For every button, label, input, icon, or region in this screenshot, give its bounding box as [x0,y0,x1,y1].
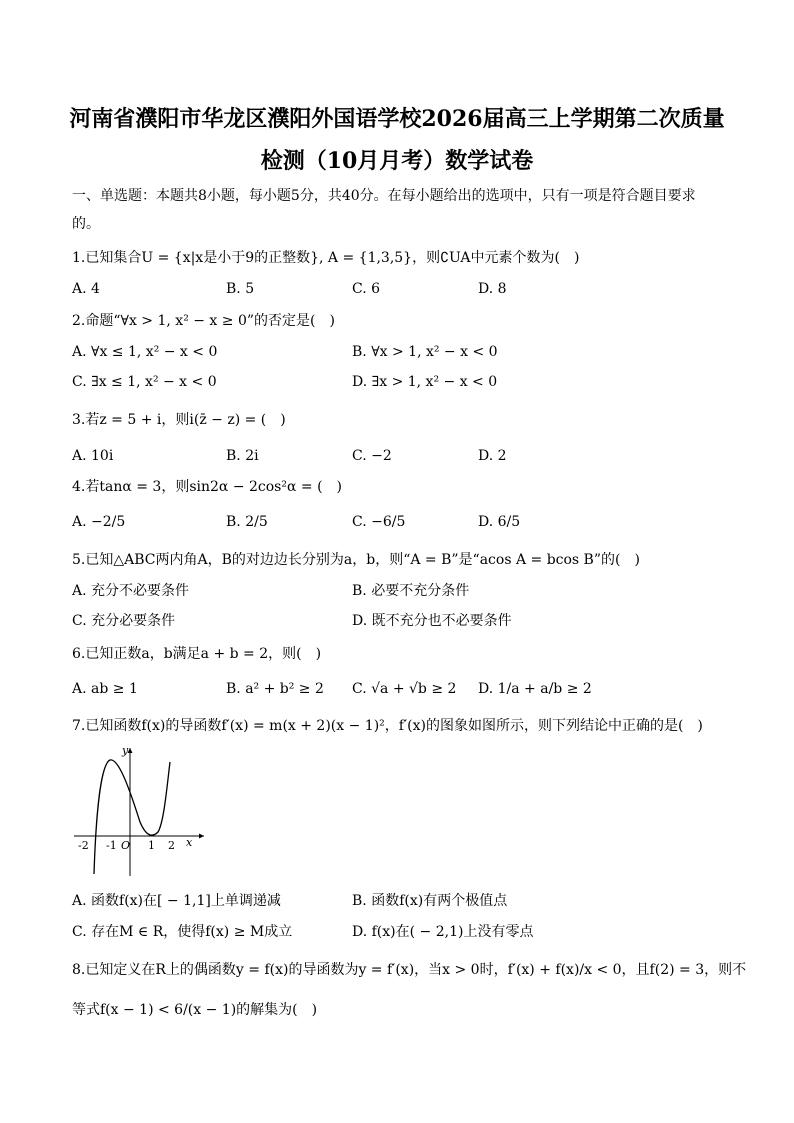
question-2-option-b: B. ∀x > 1, x² − x < 0 [352,344,498,360]
x-axis-label: x [186,836,193,849]
question-1-option-a: A. 4 [72,281,100,297]
question-8-stem-line1: 8.已知定义在R上的偶函数y = f(x)的导函数为y = f′(x)，当x > 0时，f′(x) + f(x)/x < 0，且f(2) = 3，则不 [72,962,747,978]
question-2-stem: 2.命题“∀x > 1, x² − x ≥ 0”的否定是( ) [72,313,335,329]
question-5-option-c: C. 充分必要条件 [72,613,176,629]
y-axis-label: y [122,744,129,757]
x-tick-neg1: -1 [106,839,117,852]
question-3-option-c: C. −2 [352,448,392,464]
question-8-stem-line2: 等式f(x − 1) < 6/(x − 1)的解集为( ) [72,1002,318,1018]
question-1-option-c: C. 6 [352,281,381,297]
question-5-option-a: A. 充分不必要条件 [72,583,190,599]
question-4-option-d: D. 6/5 [478,514,521,530]
exam-title-line1: 河南省濮阳市华龙区濮阳外国语学校2026届高三上学期第二次质量 [69,106,725,132]
question-5-option-d: D. 既不充分也不必要条件 [352,613,512,629]
exam-title-line2: 检测（10月月考）数学试卷 [260,148,534,174]
question-4-option-a: A. −2/5 [72,514,126,530]
question-1-stem: 1.已知集合U = {x|x是小于9的正整数}, A = {1,3,5}，则∁UA中元素个数为( ) [72,250,580,266]
question-4-option-c: C. −6/5 [352,514,406,530]
question-3-stem: 3.若z = 5 + i，则i(z̄ − z) = ( ) [72,412,286,428]
question-2-option-a: A. ∀x ≤ 1, x² − x < 0 [72,344,218,360]
question-1-option-b: B. 5 [226,281,255,297]
question-6-option-b: B. a² + b² ≥ 2 [226,681,324,697]
derivative-curve [94,760,170,874]
question-7-option-a: A. 函数f(x)在[ − 1,1]上单调递减 [72,893,281,909]
x-tick-neg2: -2 [78,839,89,852]
derivative-graph [72,742,208,878]
question-6-option-a: A. ab ≥ 1 [72,681,138,697]
section-instructions-line2: 的。 [72,216,100,232]
question-3-option-d: D. 2 [478,448,507,464]
question-3-option-a: A. 10i [72,448,114,464]
question-7-option-c: C. 存在M ∈ R，使得f(x) ≥ M成立 [72,924,293,940]
origin-label: O [121,839,131,852]
question-4-stem: 4.若tanα = 3，则sin2α − 2cos²α = ( ) [72,479,342,495]
question-7-stem: 7.已知函数f(x)的导函数f′(x) = m(x + 2)(x − 1)²，f′(x)的图象如图所示，则下列结论中正确的是( ) [72,718,703,734]
question-6-stem: 6.已知正数a，b满足a + b = 2，则( ) [72,646,322,662]
question-1-option-d: D. 8 [478,281,507,297]
y-axis-arrow-icon [128,748,133,753]
question-6-option-c: C. √a + √b ≥ 2 [352,681,457,697]
question-7-option-b: B. 函数f(x)有两个极值点 [352,893,508,909]
question-4-option-b: B. 2/5 [226,514,268,530]
x-axis-arrow-icon [199,834,204,839]
question-5-stem: 5.已知△ABC两内角A，B的对边边长分别为a，b，则“A = B”是“acos A = bcos B”的( ) [72,552,640,568]
x-tick-1: 1 [148,839,155,852]
question-7-option-d: D. f(x)在( − 2,1)上没有零点 [352,924,534,940]
question-5-option-b: B. 必要不充分条件 [352,583,470,599]
x-tick-2: 2 [168,839,175,852]
question-2-option-d: D. ∃x > 1, x² − x < 0 [352,374,498,390]
question-3-option-b: B. 2i [226,448,259,464]
question-6-option-d: D. 1/a + a/b ≥ 2 [478,681,592,697]
section-instructions-line1: 一、单选题：本题共8小题，每小题5分，共40分。在每小题给出的选项中，只有一项是符合题目要求 [72,188,696,204]
question-2-option-c: C. ∃x ≤ 1, x² − x < 0 [72,374,217,390]
